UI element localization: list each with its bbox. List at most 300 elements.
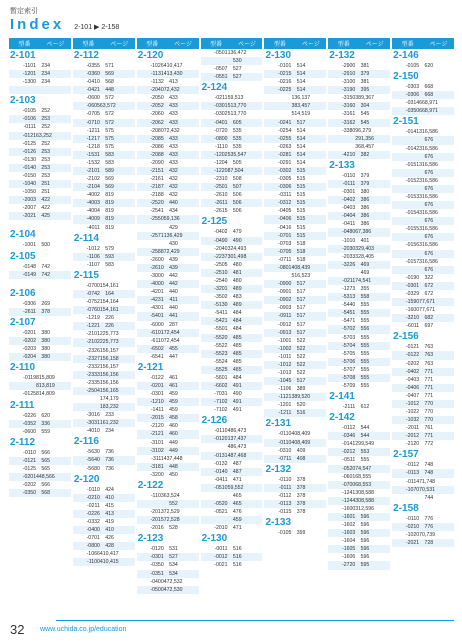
section-heading: 2-114 — [73, 232, 99, 244]
model-number: -0226 — [86, 510, 100, 517]
page-ref: 368,457 — [355, 143, 375, 150]
model-number: -6000 — [150, 321, 164, 328]
model-number: -5471 — [342, 318, 356, 325]
page-ref: 415 — [105, 502, 114, 509]
page-ref: 174,179 — [99, 395, 119, 402]
index-row — [328, 513, 390, 521]
model-number: -3226 — [342, 261, 356, 268]
index-row — [392, 440, 454, 448]
model-number — [392, 233, 419, 241]
page-ref: 422 — [41, 205, 50, 212]
page-ref: 252 — [41, 108, 50, 115]
page-ref: 386 — [360, 213, 370, 220]
index-row — [73, 143, 135, 151]
model-number: -2326 — [86, 347, 100, 354]
model-number: -0113 — [278, 500, 292, 507]
index-row — [328, 188, 390, 196]
index-row — [328, 553, 390, 561]
index-row — [392, 314, 454, 322]
model-number: -0121 — [22, 457, 36, 464]
page-ref: 430 — [169, 240, 178, 247]
index-row — [201, 366, 263, 374]
page-ref: 676 — [424, 169, 434, 176]
model-number: -5707 — [342, 366, 356, 373]
page-ref: 380 — [41, 354, 50, 361]
model-number: -1606 — [342, 554, 356, 561]
model-number: -0110 — [278, 476, 292, 483]
index-row — [264, 159, 326, 167]
index-row — [328, 440, 390, 448]
model-number: -4301 — [150, 305, 164, 312]
page-ref: 253 — [41, 164, 50, 171]
model-number: -1590 — [405, 299, 420, 306]
index-row — [264, 151, 326, 159]
model-number: -1022 — [405, 408, 420, 415]
page-ref: 465 — [232, 492, 242, 499]
index-row — [201, 269, 263, 277]
page-ref: 485 — [232, 342, 242, 349]
model-number: -1201 — [278, 402, 292, 409]
model-number: -0410 — [86, 79, 100, 86]
model-number: -0520 — [342, 465, 356, 472]
index-row — [137, 586, 199, 594]
page-ref: 819 — [105, 224, 114, 231]
model-number: -0216 — [278, 79, 292, 86]
index-row — [392, 343, 454, 351]
page-ref: 479 — [232, 229, 242, 236]
model-number: -0403 — [342, 205, 356, 212]
page-ref: 514 — [296, 71, 306, 78]
page-ref: 434 — [169, 208, 178, 215]
model-number: -0110 — [86, 486, 100, 493]
model-number: -2101 — [86, 168, 100, 175]
index-row — [73, 347, 135, 355]
page-ref: 489 — [232, 302, 242, 309]
model-number: -0720 — [214, 127, 228, 134]
page-ref: 68,555 — [355, 473, 372, 480]
model-number: -5706 — [342, 358, 356, 365]
page-ref: 378 — [296, 492, 306, 499]
page-ref: 742 — [41, 271, 50, 278]
model-number — [328, 143, 355, 151]
model-number: -6541 — [150, 353, 164, 360]
page-ref: 620 — [41, 412, 50, 419]
column-header — [9, 38, 71, 49]
model-number: -0140 — [22, 164, 36, 171]
index-row — [264, 312, 326, 320]
index-column — [137, 38, 199, 613]
model-number: -1013 — [278, 369, 292, 376]
model-number: -0202 — [22, 482, 36, 489]
index-row — [264, 280, 326, 288]
page-ref: 484 — [232, 374, 242, 381]
model-number: -0705 — [86, 111, 100, 118]
page-ref: 544 — [360, 433, 370, 440]
page-ref: 514 — [296, 143, 306, 150]
page-ref: 455 — [169, 345, 178, 352]
page-ref: 355 — [360, 286, 370, 293]
index-row — [264, 232, 326, 240]
page-ref: 736 — [105, 449, 114, 456]
index-row — [73, 167, 135, 175]
page-ref: 568 — [105, 79, 114, 86]
model-number: -0157 — [405, 258, 420, 265]
page-ref: 379 — [360, 71, 370, 78]
page-ref: 301,498 — [227, 253, 247, 260]
index-row — [73, 86, 135, 94]
page-ref: 487,468 — [227, 452, 247, 459]
page-ref: 316,586 — [419, 145, 438, 152]
page-ref — [36, 220, 50, 228]
page-ref: 72,454 — [163, 329, 180, 336]
page-ref: 545 — [360, 111, 370, 118]
index-row — [392, 225, 454, 233]
page-ref: 449 — [169, 439, 178, 446]
page-ref: 506 — [232, 200, 242, 207]
model-number: -1103 — [150, 492, 164, 499]
page-ref: 487 — [232, 468, 242, 475]
model-number: -3161 — [342, 111, 356, 118]
model-number: -0752 — [86, 299, 100, 306]
model-number: -2121 — [150, 431, 164, 438]
page-ref: 413 — [105, 510, 114, 517]
index-row — [392, 83, 454, 91]
page-ref: 164 — [105, 290, 114, 297]
page-ref: 378 — [296, 476, 306, 483]
model-number: -1020 — [405, 531, 420, 538]
page-ref: 535,547 — [227, 151, 247, 158]
index-row — [137, 398, 199, 406]
page-ref: 579 — [105, 245, 114, 252]
model-number: -0152 — [405, 177, 420, 184]
page-ref: 77,671 — [419, 307, 436, 314]
page-ref: 287 — [169, 321, 178, 328]
model-number: -0225 — [278, 87, 292, 94]
page-ref: 517 — [296, 281, 306, 288]
model-number: -0900 — [278, 281, 292, 288]
model-number: -2102 — [86, 339, 100, 346]
model-number: -0911 — [278, 313, 292, 320]
model-number: -0132 — [214, 460, 228, 467]
model-number: -0301 — [150, 554, 164, 561]
model-number: -0263 — [278, 143, 292, 150]
page-ref: 555 — [360, 318, 370, 325]
page-ref: 234 — [41, 71, 50, 78]
page-ref: 572 — [105, 111, 114, 118]
page-ref: 589 — [105, 168, 114, 175]
index-row — [328, 143, 390, 151]
page-ref: 572 — [105, 95, 114, 102]
index-row — [201, 406, 263, 414]
index-row — [9, 337, 71, 345]
page-ref: 226 — [105, 323, 114, 330]
page-ref: 316,586 — [419, 177, 438, 184]
index-row — [328, 505, 390, 513]
index-row — [73, 253, 135, 261]
model-number: -0601 — [342, 473, 356, 480]
page-ref: 156,157 — [99, 347, 119, 354]
model-number: -0302 — [214, 111, 228, 118]
model-number: -2615 — [214, 208, 228, 215]
index-row — [392, 432, 454, 440]
model-number: -0521 — [214, 509, 228, 516]
section-heading: 2-106 — [10, 287, 36, 299]
index-row — [392, 250, 454, 258]
page-ref: 425 — [41, 213, 50, 220]
model-number — [264, 102, 291, 110]
model-number: -0507 — [214, 66, 228, 73]
index-row — [392, 217, 454, 225]
index-row — [328, 489, 390, 497]
page-ref: 517 — [296, 313, 306, 320]
page-ref: 459 — [169, 399, 178, 406]
model-number: -2541 — [150, 208, 164, 215]
index-row — [137, 455, 199, 463]
page-ref: 449 — [169, 447, 178, 454]
page-ref: 316,586 — [419, 194, 438, 201]
index-row — [9, 107, 71, 115]
model-number: -2021 — [22, 213, 36, 220]
page-ref: 676 — [424, 218, 434, 225]
index-row — [201, 398, 263, 406]
index-row — [328, 110, 390, 118]
model-number: -1221 — [86, 323, 100, 330]
page-ref: 583 — [105, 159, 114, 166]
model-number: -0800 — [86, 543, 100, 550]
index-row — [264, 191, 326, 199]
index-row — [392, 298, 454, 306]
page-ref: 411 — [169, 297, 178, 304]
index-row — [73, 518, 135, 526]
index-row — [9, 188, 71, 196]
page-ref: 381 — [360, 79, 370, 86]
page-ref: 770 — [424, 417, 434, 424]
model-number: -7031 — [214, 391, 228, 398]
page-ref — [36, 279, 50, 287]
page-ref: 461 — [169, 382, 178, 389]
model-number: -0305 — [278, 176, 292, 183]
page-ref: 328,405 — [355, 253, 375, 260]
index-row — [392, 290, 454, 298]
model-number: -2120 — [150, 423, 164, 430]
index-row — [73, 322, 135, 330]
index-row — [73, 298, 135, 306]
index-row — [201, 500, 263, 508]
page-ref: 448 — [105, 87, 114, 94]
index-row — [73, 245, 135, 253]
model-number: -2040 — [150, 87, 164, 94]
model-number: -2015 — [150, 415, 164, 422]
page-ref: 491 — [232, 382, 242, 389]
index-row — [328, 403, 390, 411]
model-number: -1002 — [278, 345, 292, 352]
index-row — [201, 484, 263, 492]
model-number: -0122 — [150, 374, 164, 381]
index-row — [73, 62, 135, 70]
model-number: -2510 — [214, 269, 228, 276]
page-ref: 408,439 — [291, 264, 311, 271]
page-ref: 736 — [105, 457, 114, 464]
page-ref: 583 — [105, 261, 114, 268]
model-number: -0405 — [278, 208, 292, 215]
index-row — [328, 529, 390, 537]
page-ref: 676 — [424, 185, 434, 192]
index-row — [137, 248, 199, 256]
model-number: -3102 — [150, 447, 164, 454]
page-ref: 555 — [360, 382, 370, 389]
model-number: -0155 — [405, 226, 420, 233]
index-row — [9, 156, 71, 164]
index-row — [73, 486, 135, 494]
index-row — [9, 374, 71, 382]
model-number: -0402 — [405, 368, 420, 375]
model-number: -0110 — [278, 431, 292, 438]
index-row — [73, 526, 135, 534]
index-range: 2-101 ▶ 2-158 — [74, 24, 120, 31]
index-row — [264, 484, 326, 492]
page-ref: 514 — [296, 87, 306, 94]
index-row — [9, 62, 71, 70]
page-ref: 252 — [41, 124, 50, 131]
model-number: -2188 — [150, 192, 164, 199]
index-row — [201, 358, 263, 366]
index-row — [264, 288, 326, 296]
page-ref: 517 — [296, 297, 306, 304]
section-heading: 2-141 — [329, 391, 355, 403]
index-row — [201, 191, 263, 199]
model-number: -0301 — [214, 103, 228, 110]
index-column — [201, 38, 263, 613]
index-column — [264, 38, 326, 613]
model-number: -1100 — [86, 559, 100, 566]
model-number: -0306 — [278, 184, 292, 191]
index-row — [9, 164, 71, 172]
model-number: -6101 — [150, 329, 164, 336]
page-ref: 772 — [424, 441, 434, 448]
index-row — [137, 256, 199, 264]
index-row — [137, 304, 199, 312]
column-header-label: ページ — [365, 42, 384, 48]
model-number: -5440 — [342, 302, 356, 309]
page-ref: 771 — [424, 368, 434, 375]
model-number: -5640 — [86, 457, 100, 464]
index-row — [201, 110, 263, 118]
model-number — [392, 250, 419, 258]
model-number: -5520 — [214, 334, 228, 341]
page-ref: 432 — [169, 168, 178, 175]
model-number: -1300 — [22, 79, 36, 86]
index-row — [201, 261, 263, 269]
page-ref: 595 — [360, 562, 370, 569]
page-ref: 534 — [169, 570, 178, 577]
page-ref: 389,367 — [355, 95, 375, 102]
model-number: -3200 — [150, 471, 164, 478]
page-ref: 156,165 — [99, 387, 119, 394]
index-row — [392, 523, 454, 531]
index-row — [264, 500, 326, 508]
model-number: -0480 — [342, 229, 356, 236]
model-number: -5680 — [86, 465, 100, 472]
index-row — [264, 377, 326, 385]
model-number: -0351 — [150, 570, 164, 577]
index-row — [9, 353, 71, 361]
index-row — [328, 497, 390, 505]
model-number: -2571 — [150, 232, 164, 239]
model-number: -1201 — [22, 71, 36, 78]
index-row — [328, 325, 390, 333]
page-ref: 583 — [105, 151, 114, 158]
index-row — [264, 345, 326, 353]
page-ref: 514 — [296, 63, 306, 69]
index-row — [328, 537, 390, 545]
model-number: -0211 — [86, 502, 100, 509]
model-number: -1026 — [150, 63, 164, 69]
page-ref: 748 — [424, 462, 434, 469]
model-number: -2600 — [150, 256, 164, 263]
index-row — [73, 261, 135, 269]
model-number: -7102 — [214, 399, 228, 406]
page-ref: 814,809 — [36, 391, 55, 398]
model-number: -0110 — [278, 439, 292, 446]
index-row — [137, 430, 199, 438]
model-number: -0201 — [22, 473, 36, 480]
index-row — [9, 115, 71, 123]
page-ref: 308,588 — [355, 497, 375, 504]
index-row — [9, 86, 71, 94]
index-row — [392, 478, 454, 486]
model-number: -5522 — [214, 342, 228, 349]
model-number: -2102 — [86, 176, 100, 183]
index-row — [264, 135, 326, 143]
index-row — [73, 534, 135, 542]
page-ref: 308,588 — [355, 489, 375, 496]
page-ref: 324,493 — [227, 245, 247, 252]
page-ref: 761 — [424, 425, 434, 432]
model-number: -1600 — [342, 505, 356, 512]
page-ref: 63,572 — [99, 103, 116, 110]
page-ref: 490 — [232, 237, 242, 244]
model-number: -2086 — [150, 143, 164, 150]
model-number: -2052 — [150, 103, 164, 110]
page-ref: 433 — [169, 159, 178, 166]
index-row — [264, 167, 326, 175]
page-ref: 558 — [360, 294, 370, 301]
model-number: -5524 — [214, 358, 228, 365]
page-ref: 96,279 — [355, 127, 372, 134]
model-number: -0121 — [22, 132, 36, 139]
index-row — [9, 382, 71, 390]
index-row — [201, 492, 263, 500]
page-ref: 668,971 — [419, 100, 438, 107]
page-ref: 515 — [296, 224, 306, 231]
index-row — [328, 545, 390, 553]
page-ref: 520 — [296, 402, 306, 409]
index-row — [137, 143, 199, 151]
page-ref: 439 — [169, 264, 178, 271]
page-ref: 432 — [169, 192, 178, 199]
model-number: -2550 — [150, 216, 164, 223]
model-number: -1106 — [278, 386, 292, 393]
index-row — [137, 545, 199, 553]
model-number: -0190 — [405, 274, 420, 281]
section-heading: 2-132 — [265, 463, 292, 475]
index-row — [264, 353, 326, 361]
model-number — [392, 185, 419, 193]
page-ref: 505 — [232, 159, 242, 166]
index-row — [137, 312, 199, 320]
model-number: -3031 — [86, 420, 100, 427]
page-ref: 516,523 — [291, 273, 311, 280]
